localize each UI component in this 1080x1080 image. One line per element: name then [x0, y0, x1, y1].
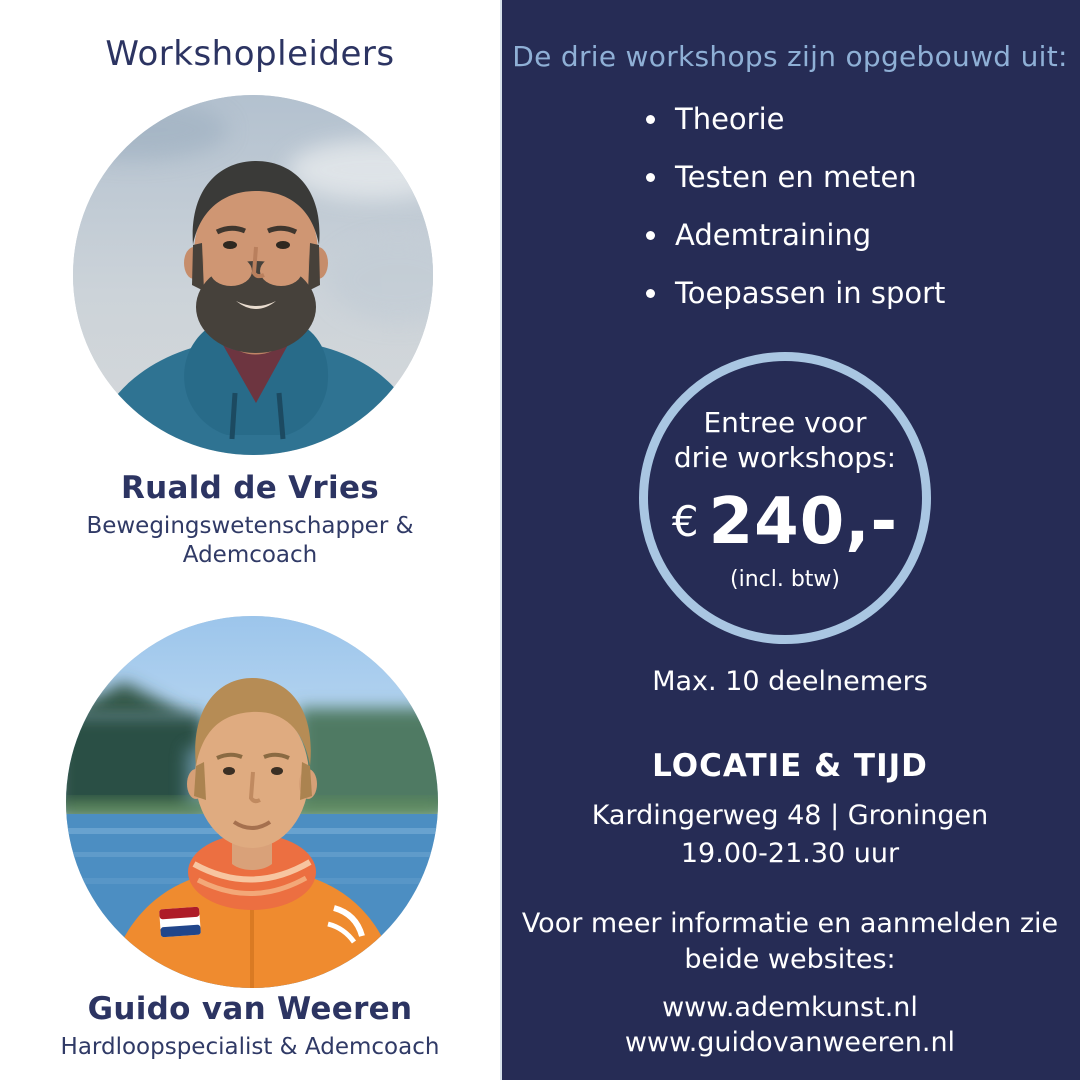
ruald-photo: [73, 95, 433, 455]
list-item-label: Theorie: [675, 102, 785, 136]
price-intro-line2: drie workshops:: [673, 440, 897, 474]
location-time: 19.00-21.30 uur: [680, 838, 900, 869]
bullet-dot-icon: [646, 115, 655, 124]
price-currency: €: [671, 497, 699, 546]
ruald-portrait-illustration: [73, 95, 433, 455]
price-intro-line1: Entree voor: [703, 405, 867, 439]
leader-block-ruald: [0, 470, 500, 571]
location-heading: LOCATIE & TIJD: [652, 748, 928, 784]
guido-portrait-illustration: [66, 616, 438, 988]
price-note: (incl. btw): [730, 566, 840, 592]
list-item: [646, 104, 945, 136]
leader-role: Hardloopspecialist & Ademcoach: [60, 1034, 440, 1060]
location-address: Kardingerweg 48 | Groningen: [591, 800, 989, 831]
list-item: [646, 275, 946, 310]
list-item-label: Toepassen in sport: [675, 275, 946, 310]
leader-name: Ruald de Vries: [120, 470, 380, 506]
leader-block-guido: [0, 991, 500, 1062]
list-item: [646, 217, 945, 252]
capacity-text: Max. 10 deelnemers: [652, 666, 928, 697]
website-ademkunst: www.ademkunst.nl: [662, 992, 918, 1023]
list-item-label: Ademtraining: [675, 217, 872, 252]
page-title: Workshopleiders: [105, 34, 395, 74]
price-amount: 240,-: [708, 484, 899, 559]
dutch-flag-patch: [159, 907, 201, 938]
leader-role: Bewegingswetenschapper & Ademcoach: [86, 513, 414, 569]
website-guidovanweeren: www.guidovanweeren.nl: [624, 1027, 956, 1059]
right-panel: [500, 0, 1080, 1080]
bullet-dot-icon: [646, 231, 655, 240]
info-block: [510, 906, 1070, 979]
workshop-components-list: [646, 104, 945, 336]
list-item-label: Testen en meten: [675, 159, 917, 194]
list-item: [646, 159, 945, 194]
bullet-dot-icon: [646, 173, 655, 182]
price-circle: [639, 352, 931, 644]
websites-block: [510, 990, 1070, 1060]
info-line2: beide websites:: [684, 944, 896, 976]
left-panel: [0, 0, 500, 1080]
bullet-dot-icon: [646, 289, 655, 298]
workshops-heading: De drie workshops zijn opgebouwd uit:: [512, 40, 1068, 73]
guido-photo: [66, 616, 438, 988]
price-row: [672, 485, 898, 559]
leader-name: Guido van Weeren: [87, 991, 413, 1027]
price-intro: [674, 405, 896, 475]
info-line1: Voor meer informatie en aanmelden zie: [521, 908, 1059, 939]
